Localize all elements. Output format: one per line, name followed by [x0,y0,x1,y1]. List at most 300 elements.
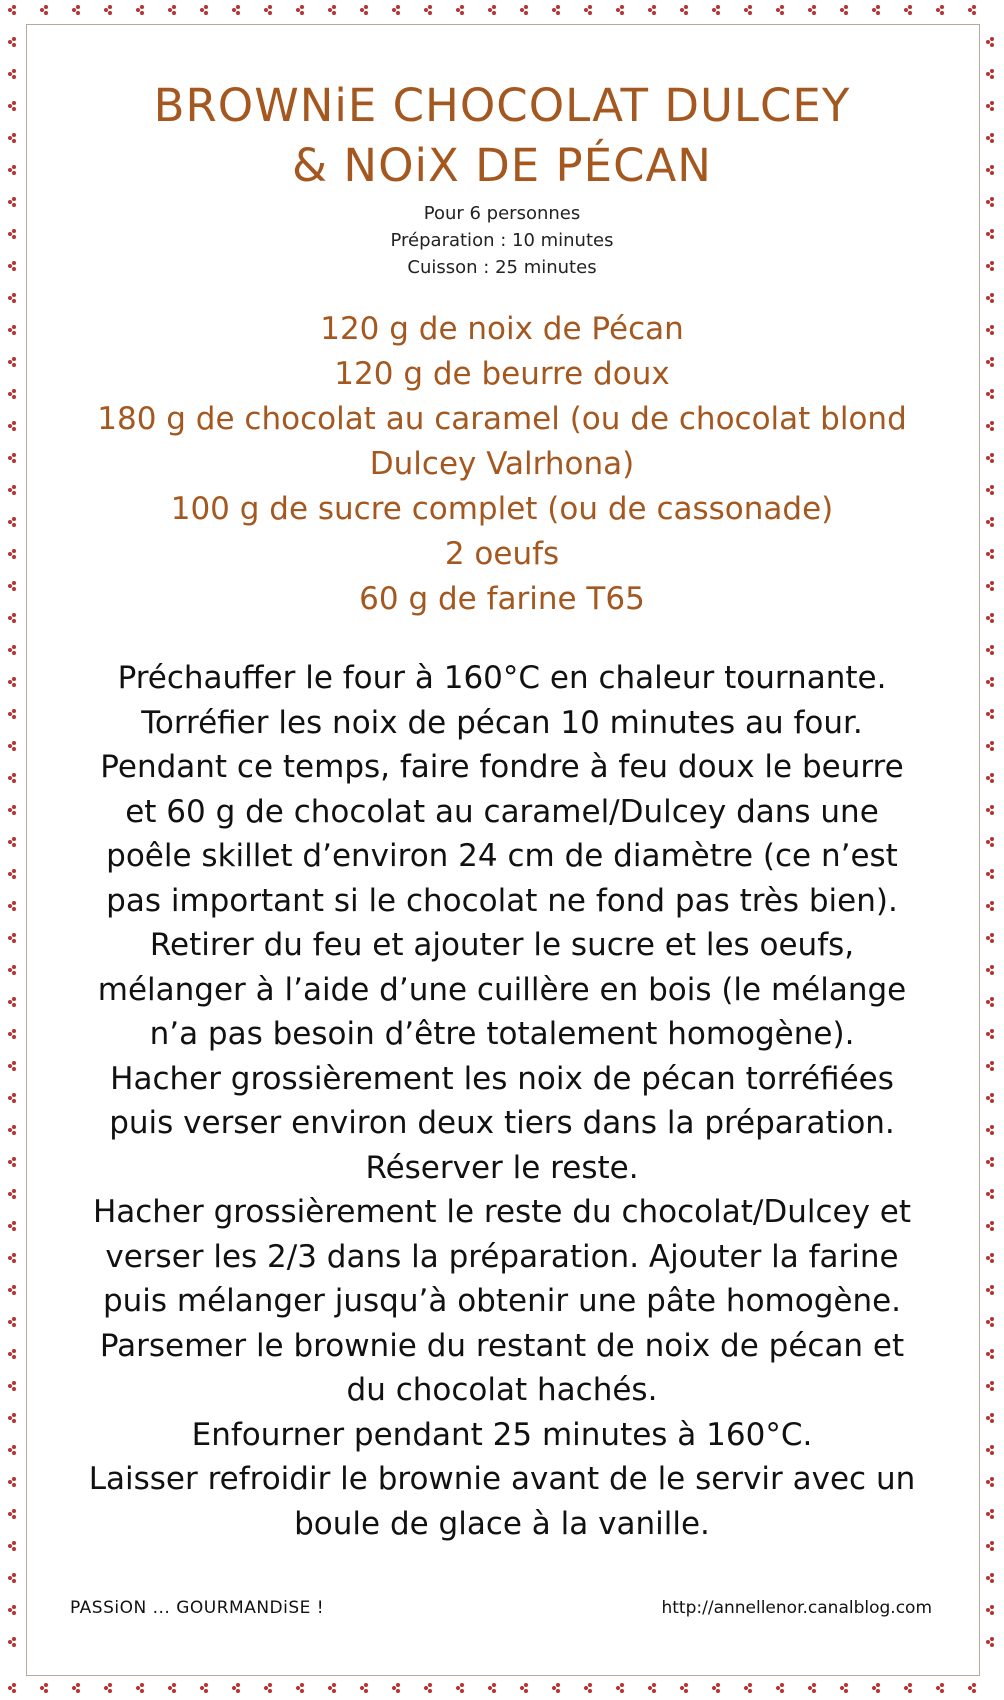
border-dot-cluster [616,5,624,15]
border-dot-cluster [8,1093,16,1103]
border-dot [840,1686,844,1690]
border-dot [12,1683,16,1687]
border-dot [716,5,720,9]
footer-tagline: PASSiON ... GOURMANDiSE ! [70,1598,325,1618]
border-dot [12,869,16,873]
border-dot [990,1323,994,1327]
border-dot [12,1451,16,1455]
border-dot [12,811,16,815]
border-dot [12,1125,16,1129]
ingredient-line: 120 g de noix de Pécan [320,311,684,347]
border-dot [8,168,12,172]
border-dot [12,997,16,1001]
border-dot-cluster [8,357,16,367]
border-dot [990,645,994,649]
border-dot [396,5,400,9]
border-dot [12,1445,16,1449]
border-dot [8,1576,12,1580]
border-dot [8,1224,12,1228]
border-dot [8,1128,12,1132]
border-dot-cluster [986,325,994,335]
border-dot [990,805,994,809]
border-dot [12,395,16,399]
border-dot [990,1445,994,1449]
border-dot [12,1003,16,1007]
border-dot [990,1605,994,1609]
border-dot [8,456,12,460]
border-dot [12,933,16,937]
border-dot [990,235,994,239]
border-dot [780,1689,784,1693]
instruction-line: Préchauffer le four à 160°C en chaleur tournante. [117,660,887,696]
border-dot-cluster [680,5,688,15]
border-dot [588,5,592,9]
border-dot [986,1224,990,1228]
border-dot-cluster [986,741,994,751]
border-dot [460,1689,464,1693]
border-dot [744,1686,748,1690]
border-dot [300,1689,304,1693]
border-dot-cluster [986,1189,994,1199]
border-dot [990,1611,994,1615]
border-dot-cluster [986,997,994,1007]
border-dot [12,229,16,233]
border-dot-cluster [8,261,16,271]
border-dot [986,424,990,428]
border-dot [8,104,12,108]
border-dot [12,11,16,15]
border-dot-cluster [712,5,720,15]
border-dot-cluster [986,1637,994,1647]
border-dot-cluster [986,1445,994,1455]
border-dot [8,1160,12,1164]
border-dot-cluster [808,1683,816,1693]
border-dot [986,296,990,300]
border-dot [300,1683,304,1687]
border-dot [716,1689,720,1693]
border-dot [986,552,990,556]
border-dot-cluster [8,773,16,783]
border-dot-cluster [986,37,994,47]
border-dot [986,520,990,524]
border-dot [12,1637,16,1641]
border-dot [12,133,16,137]
border-dot [990,1125,994,1129]
border-dot-cluster [552,1683,560,1693]
border-dot [680,1686,684,1690]
border-dot [808,1686,812,1690]
border-dot [12,1227,16,1231]
border-dot [652,5,656,9]
instruction-line: Pendant ce temps, faire fondre à feu doux le beurre [100,749,904,785]
border-dot [684,1689,688,1693]
border-dot [8,1608,12,1612]
border-dot [986,1128,990,1132]
border-dot [986,1096,990,1100]
border-dot [990,491,994,495]
border-dot-cluster [986,197,994,207]
border-dot [8,968,12,972]
border-dot [986,968,990,972]
border-dot [986,1064,990,1068]
border-dot [844,5,848,9]
border-dot [986,1288,990,1292]
border-dot [12,587,16,591]
border-dot [990,293,994,297]
border-dot-cluster [8,1477,16,1487]
border-dot [990,389,994,393]
border-dot [8,1256,12,1260]
border-dot [8,1320,12,1324]
border-dot [552,1686,556,1690]
border-dot [712,8,716,12]
border-dot [986,584,990,588]
border-dot [990,1221,994,1225]
border-dot [204,11,208,15]
border-dot-cluster [8,517,16,527]
title-line-2: & NOiX DE PÉCAN [292,139,712,192]
border-dot [990,1163,994,1167]
border-dot [908,1683,912,1687]
border-dot [972,11,976,15]
border-dot-cluster [986,1349,994,1359]
border-dot-cluster [712,1683,720,1693]
border-dot [844,1683,848,1687]
border-dot [990,171,994,175]
border-dot [12,1253,16,1257]
border-dot [12,1579,16,1583]
border-dot-cluster [8,1605,16,1615]
border-dot [990,1067,994,1071]
border-dot [8,1686,12,1690]
border-dot [12,427,16,431]
border-dot [456,1686,460,1690]
border-dot [12,139,16,143]
border-dot [986,1512,990,1516]
border-dot [986,488,990,492]
border-dot-cluster [776,5,784,15]
border-dot [428,5,432,9]
ingredient-line: Dulcey Valrhona) [369,446,635,482]
border-dot-cluster [8,1221,16,1231]
border-dot [396,11,400,15]
border-dot-cluster [744,1683,752,1693]
border-dot [986,872,990,876]
border-dot [12,613,16,617]
border-dot [990,299,994,303]
border-dot [232,8,236,12]
border-dot [776,8,780,12]
border-dot [8,808,12,812]
border-dot [990,75,994,79]
border-dot [12,421,16,425]
border-dot-cluster [8,1285,16,1295]
border-dot [488,8,492,12]
border-dot [986,1608,990,1612]
border-dot [990,741,994,745]
border-dot [428,11,432,15]
ingredient-line: 120 g de beurre doux [334,356,670,392]
border-dot [716,1683,720,1687]
border-dot [236,1683,240,1687]
border-dot [12,709,16,713]
border-dot [12,235,16,239]
border-dot [12,1093,16,1097]
border-dot [172,11,176,15]
border-dot-cluster [40,5,48,15]
border-dot-cluster [986,293,994,303]
border-dot [12,965,16,969]
border-dot [990,395,994,399]
border-dot-cluster [8,933,16,943]
blog-link[interactable]: http://annellenor.canalblog.com [661,1598,932,1618]
border-dot [12,1131,16,1135]
border-dot [990,427,994,431]
border-dot [986,392,990,396]
border-dot [12,971,16,975]
border-dot-cluster [872,5,880,15]
border-dot-cluster [8,453,16,463]
border-dot [12,1099,16,1103]
border-dot-cluster [8,997,16,1007]
border-dot-cluster [8,101,16,111]
border-dot-cluster [8,133,16,143]
border-dot [990,43,994,47]
border-dot [990,1099,994,1103]
border-dot [990,619,994,623]
border-dot [12,741,16,745]
border-dot [8,40,12,44]
border-dot [986,1416,990,1420]
border-dot [40,1686,44,1690]
border-dot [332,5,336,9]
border-dot [990,1355,994,1359]
border-dot-cluster [986,805,994,815]
prep-time: Préparation : 10 minutes [390,230,614,251]
border-dot [990,1195,994,1199]
recipe-title [60,76,944,196]
border-dot [8,1640,12,1644]
border-dot [8,328,12,332]
border-dot [712,1686,716,1690]
border-dot [986,264,990,268]
border-dot [8,936,12,940]
border-dot [940,1683,944,1687]
border-dot-cluster [200,5,208,15]
border-dot [8,584,12,588]
border-dot-cluster [200,1683,208,1693]
border-dot [588,11,592,15]
border-dot [990,1189,994,1193]
border-dot-cluster [986,517,994,527]
border-dot [72,1686,76,1690]
border-dot [808,8,812,12]
cook-time: Cuisson : 25 minutes [407,257,597,278]
border-dot [332,1683,336,1687]
border-dot [986,616,990,620]
border-dot-cluster [986,645,994,655]
border-dot [986,40,990,44]
border-dot [876,11,880,15]
border-dot-cluster [840,1683,848,1693]
border-dot-cluster [648,5,656,15]
border-dot [12,261,16,265]
border-dot [990,901,994,905]
border-dot [12,901,16,905]
border-dot-cluster [392,5,400,15]
border-dot [392,1686,396,1690]
border-dot-cluster [8,293,16,303]
border-dot-cluster [8,645,16,655]
ingredient-line: 2 oeufs [444,536,560,572]
border-dot-cluster [296,5,304,15]
border-dot [12,1221,16,1225]
border-dot [12,1291,16,1295]
border-dot [812,11,816,15]
border-dot [364,1683,368,1687]
border-dot-cluster [986,1093,994,1103]
border-dot [990,1131,994,1135]
border-dot [140,1683,144,1687]
border-dot-cluster [520,5,528,15]
border-dot [684,1683,688,1687]
border-dot [8,296,12,300]
border-dot [990,1349,994,1353]
border-dot [968,1686,972,1690]
border-dot [648,8,652,12]
border-dot-cluster [264,1683,272,1693]
border-dot [986,1576,990,1580]
border-dot [990,1093,994,1097]
border-dot [990,1317,994,1321]
border-dot-cluster [904,1683,912,1693]
border-dot-cluster [8,613,16,623]
border-dot-cluster [680,1683,688,1693]
border-dot [44,11,48,15]
border-dot [876,1683,880,1687]
instruction-line: Hacher grossièrement les noix de pécan torréfiées [110,1060,894,1097]
border-dot-cluster [986,1541,994,1551]
border-dot-cluster [232,5,240,15]
border-dot [986,1256,990,1260]
border-dot-cluster [986,453,994,463]
border-dot [12,1029,16,1033]
border-dot [12,523,16,527]
border-dot-cluster [968,1683,976,1693]
border-dot-cluster [8,197,16,207]
border-dot [684,5,688,9]
border-dot-cluster [424,5,432,15]
border-dot [986,712,990,716]
border-dot-cluster [986,485,994,495]
border-dot [986,840,990,844]
border-dot [236,11,240,15]
border-dot [12,1381,16,1385]
border-dot [168,8,172,12]
border-dot [12,907,16,911]
border-dot [360,8,364,12]
border-dot [8,136,12,140]
border-dot [990,971,994,975]
border-dot [588,1689,592,1693]
border-dot-cluster [584,1683,592,1693]
border-dot [8,840,12,844]
border-dot-cluster [8,549,16,559]
border-dot [990,1157,994,1161]
border-dot [8,264,12,268]
border-dot [990,1579,994,1583]
border-dot [684,11,688,15]
border-dot [972,5,976,9]
border-dot [8,616,12,620]
border-dot [8,8,12,12]
border-dot-cluster [904,5,912,15]
instruction-line: Enfourner pendant 25 minutes à 160°C. [191,1416,813,1453]
border-dot-cluster [8,1189,16,1199]
border-dot [990,267,994,271]
border-dot [328,1686,332,1690]
border-dot [556,1689,560,1693]
border-dot [8,1544,12,1548]
instruction-line: Hacher grossièrement le reste du chocolat/Dulcey et [92,1194,912,1230]
border-dot [12,1611,16,1615]
border-dot [990,523,994,527]
border-dot-cluster [986,1605,994,1615]
border-dot [990,1413,994,1417]
instructions [56,656,948,1546]
border-dot [12,517,16,521]
border-dot [12,203,16,207]
border-dot-cluster [552,5,560,15]
border-dot [990,363,994,367]
border-dot-cluster [8,1637,16,1647]
border-dot [12,619,16,623]
border-dot [456,8,460,12]
border-dot [268,1689,272,1693]
border-dot [524,11,528,15]
border-dot [264,1686,268,1690]
border-dot [232,1686,236,1690]
border-dot [360,1686,364,1690]
border-dot-cluster [986,101,994,111]
border-dot-cluster [986,1285,994,1295]
border-dot-cluster [986,261,994,271]
recipe-meta [60,200,944,281]
border-dot [8,520,12,524]
border-dot [986,72,990,76]
border-dot-cluster [986,709,994,719]
border-dot-cluster [104,5,112,15]
border-dot [990,1035,994,1039]
border-dot-cluster [360,1683,368,1693]
border-dot [460,1683,464,1687]
border-dot [12,747,16,751]
border-dot [200,8,204,12]
border-dot [76,5,80,9]
border-dot [364,11,368,15]
border-dot [986,328,990,332]
border-dot [460,5,464,9]
border-dot [986,232,990,236]
border-dot [12,267,16,271]
border-dot [990,1541,994,1545]
border-dot [524,1689,528,1693]
border-dot [990,325,994,329]
border-dot [986,744,990,748]
border-dot [12,1349,16,1353]
border-dot [12,645,16,649]
border-dot [968,8,972,12]
